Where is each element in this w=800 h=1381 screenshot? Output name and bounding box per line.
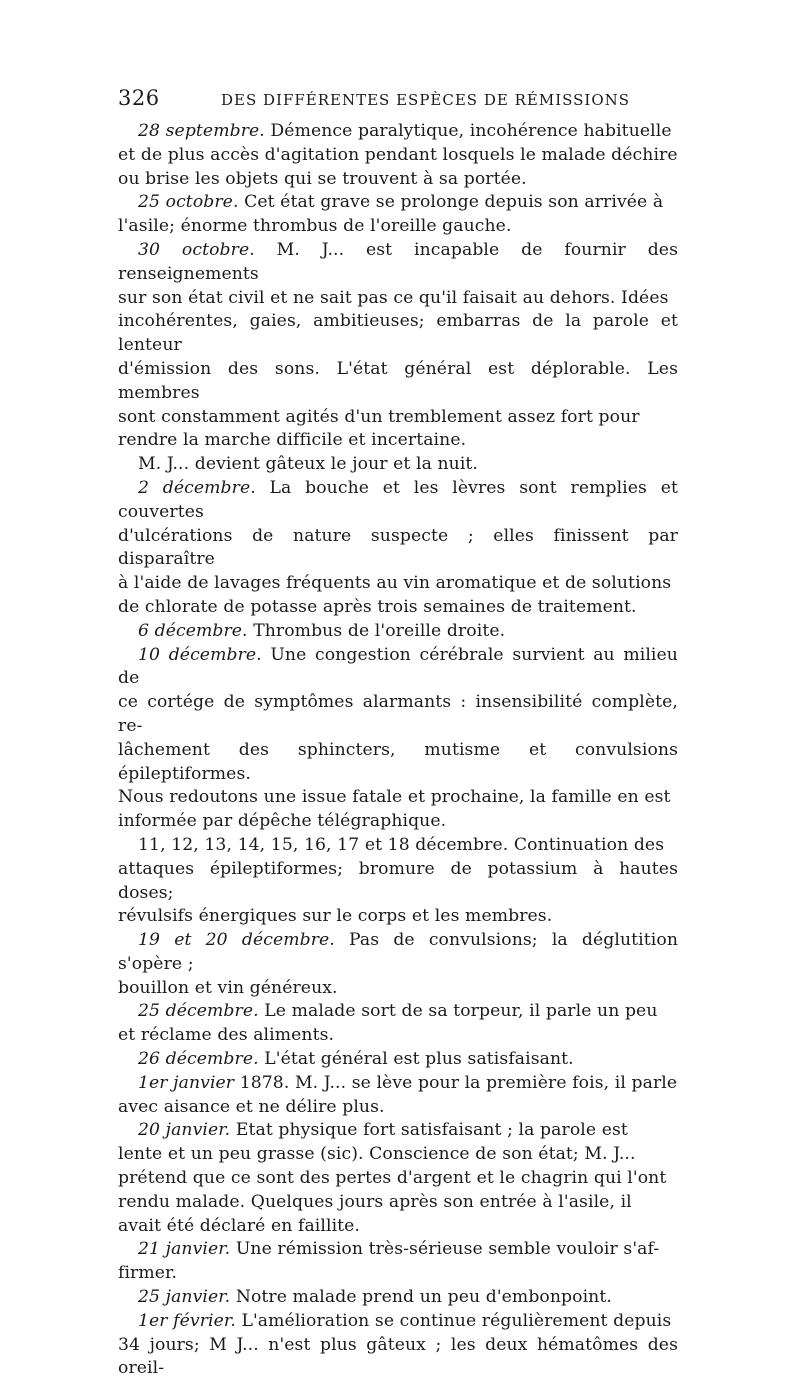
- book-page: [118, 86, 678, 1381]
- entry-text: Une rémission très-sérieuse semble vouloir s'af- firmer.: [118, 1239, 660, 1284]
- entry-paragraph: [118, 1048, 678, 1072]
- entry-paragraph: [118, 239, 678, 453]
- entry-text: L'amélioration se continue régulièrement depuis 34 jours; M J... n'est plus gâteux ; les deux hématômes des oreil-: [118, 1310, 678, 1379]
- entry-date: 2 décembre.: [138, 477, 256, 498]
- entry-date: 25 octobre.: [138, 192, 239, 213]
- entry-paragraph: [118, 1000, 678, 1048]
- running-title: DES DIFFÉRENTES ESPÈCES DE RÉMISSIONS: [221, 91, 631, 109]
- entry-text: Une congestion cérébrale survient au milieu de ce cortége de symptômes alarmants : insensibilité complète, re- lâchement des sphincters, mutisme et convulsions épileptiformes. Nous redoutons une issue fatale et prochaine, la famille en est informée par dépêche télégraphique.: [118, 644, 678, 832]
- entry-date: 30 octobre.: [138, 239, 255, 260]
- entry-text: Thrombus de l'oreille droite.: [247, 620, 506, 641]
- entry-text: M. J... est incapable de fournir des renseignements sur son état civil et ne sait pas ce qu'il faisait au dehors. Idées incohérentes, gaies, ambitieuses; embarras de la parole et lenteur d'émission des sons. L'état général est déplorable. Les membres sont constamment agités d'un tremblement assez fort pour rendre la marche difficile et incertaine.: [118, 239, 679, 451]
- entry-paragraph: [118, 644, 678, 834]
- entry-date: 25 janvier.: [138, 1287, 231, 1308]
- entry-paragraph: [118, 1238, 678, 1286]
- entry-date: 6 décembre.: [138, 620, 248, 641]
- entry-paragraph: [118, 477, 678, 620]
- entry-paragraph: [118, 929, 678, 1000]
- entry-date: 10 décembre.: [138, 644, 262, 665]
- entry-text: Démence paralytique, incohérence habituelle et de plus accès d'agitation pendant losquels le malade déchire ou brise les objets qui se trouvent à sa portée.: [118, 121, 678, 189]
- entry-text: La bouche et les lèvres sont remplies et couvertes d'ulcérations de nature suspecte ; elles finissent par disparaître à l'aide de lavages fréquents au vin aromatique et de solutions de chlorate de potasse après trois semaines de traitement.: [118, 477, 678, 617]
- entry-date: 1er janvier: [138, 1072, 235, 1093]
- entry-paragraph: [118, 620, 678, 644]
- entry-text: L'état général est plus satisfaisant.: [258, 1049, 574, 1070]
- entry-date: 21 janvier.: [138, 1239, 231, 1260]
- entry-text: Le malade sort de sa torpeur, il parle un peu et réclame des aliments.: [118, 1001, 658, 1046]
- entry-text: Cet état grave se prolonge depuis son arrivée à l'asile; énorme thrombus de l'oreille gauche.: [118, 192, 664, 237]
- entry-text: 11, 12, 13, 14, 15, 16, 17 et 18 décembre. Continuation des attaques épileptiformes; bromure de potassium à hautes doses; révulsifs énergiques sur le corps et les membres.: [118, 834, 678, 927]
- entry-text: Pas de convulsions; la déglutition s'opère ; bouillon et vin généreux.: [118, 930, 678, 998]
- entry-paragraph: [118, 191, 678, 239]
- entry-paragraph: [118, 1072, 678, 1120]
- entry-date: 1er février.: [138, 1310, 236, 1331]
- entry-text: M. J... devient gâteux le jour et la nuit.: [138, 454, 478, 475]
- entry-text: Notre malade prend un peu d'embonpoint.: [230, 1287, 612, 1308]
- entry-paragraph: [118, 1310, 678, 1381]
- entry-date: 20 janvier.: [138, 1120, 231, 1141]
- body-text: [118, 120, 678, 1381]
- page-number: 326: [118, 86, 160, 110]
- entry-paragraph: [118, 834, 678, 929]
- entry-date: 26 décembre.: [138, 1049, 259, 1070]
- entry-paragraph: [118, 453, 678, 477]
- entry-text: 1878. M. J... se lève pour la première fois, il parle avec aisance et ne délire plus.: [118, 1072, 678, 1117]
- entry-paragraph: [118, 1119, 678, 1238]
- entry-paragraph: [118, 120, 678, 191]
- entry-date: 19 et 20 décembre.: [138, 930, 335, 951]
- entry-date: 28 septembre.: [138, 121, 265, 141]
- page-header: [118, 86, 678, 116]
- entry-date: 25 décembre.: [138, 1001, 259, 1022]
- entry-paragraph: [118, 1286, 678, 1310]
- entry-text: Etat physique fort satisfaisant ; la parole est lente et un peu grasse (sic). Conscience de son état; M. J... prétend que ce sont des pertes d'argent et le chagrin qui l'ont rendu malade. Quelques jours après son entrée à l'asile, il avait été déclaré en faillite.: [118, 1120, 667, 1236]
